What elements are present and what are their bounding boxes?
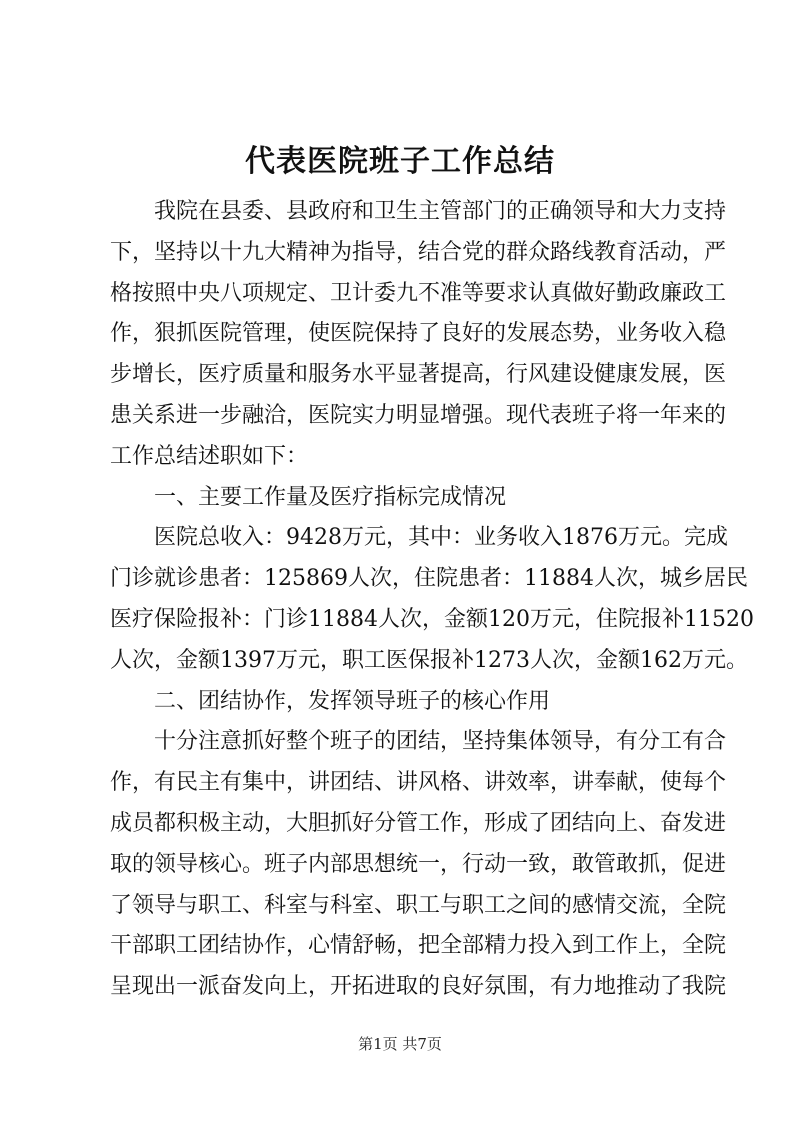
text-line: 了领导与职工、科室与科室、职工与职工之间的感情交流，全院 <box>110 892 727 918</box>
text-line: 格按照中央八项规定、卫计委九不准等要求认真做好勤政廉政工 <box>110 280 727 306</box>
text-line: 门诊就诊患者：125869人次，住院患者：11884人次，城乡居民 <box>110 566 748 592</box>
page-number: 第1页 共7页 <box>358 1035 442 1053</box>
text-line: 呈现出一派奋发向上，开拓进取的良好氛围，有力地推动了我院 <box>110 974 727 1000</box>
text-line: 医院总收入：9428万元，其中：业务收入1876万元。完成 <box>154 525 728 551</box>
text-line: 作，有民主有集中，讲团结、讲风格、讲效率，讲奉献，使每个 <box>110 770 727 796</box>
text-line: 十分注意抓好整个班子的团结，坚持集体领导，有分工有合 <box>154 729 727 755</box>
section-heading: 二、团结协作，发挥领导班子的核心作用 <box>154 688 551 714</box>
text-line: 人次，金额1397万元，职工医保报补1273人次，金额162万元。 <box>110 647 748 673</box>
text-line: 工作总结述职如下： <box>110 443 309 469</box>
text-line: 成员都积极主动，大胆抓好分管工作，形成了团结向上、奋发进 <box>110 810 727 836</box>
text-line: 我院在县委、县政府和卫生主管部门的正确领导和大力支持 <box>154 199 727 224</box>
text-line: 作，狠抓医院管理，使医院保持了良好的发展态势，业务收入稳 <box>110 321 727 347</box>
text-line: 下，坚持以十九大精神为指导，结合党的群众路线教育活动，严 <box>110 239 727 265</box>
section-heading: 一、主要工作量及医疗指标完成情况 <box>154 484 507 510</box>
document-title: 代表医院班子工作总结 <box>245 144 555 179</box>
text-line: 取的领导核心。班子内部思想统一，行动一致，敢管敢抓，促进 <box>110 851 727 877</box>
text-line: 步增长，医疗质量和服务水平显著提高，行风建设健康发展，医 <box>110 362 727 388</box>
text-line: 患关系进一步融洽，医院实力明显增强。现代表班子将一年来的 <box>110 402 727 428</box>
text-line: 医疗保险报补：门诊11884人次，金额120万元，住院报补11520 <box>110 606 754 632</box>
text-line: 干部职工团结协作，心情舒畅，把全部精力投入到工作上，全院 <box>110 933 727 959</box>
document-body <box>110 192 754 1008</box>
